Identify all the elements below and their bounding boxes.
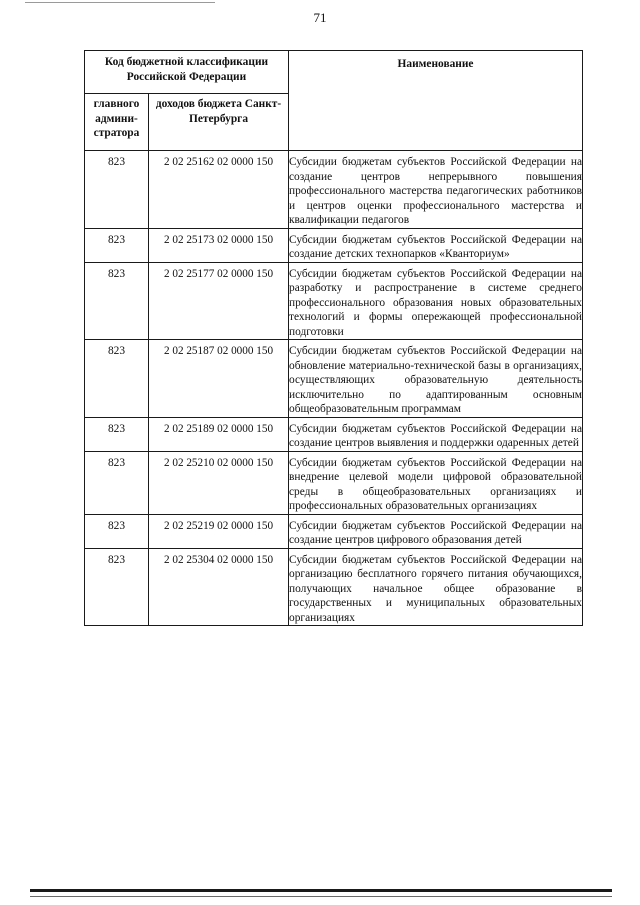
- header-row-top: [85, 51, 583, 94]
- admin-code-cell: 823: [85, 228, 149, 262]
- table-row: [85, 514, 583, 548]
- page-number: 71: [313, 10, 327, 25]
- table-body: [85, 151, 583, 626]
- table-row: [85, 262, 583, 340]
- header-budget-income: доходов бюджета Санкт-Петербурга: [149, 94, 289, 151]
- admin-code-cell: 823: [85, 340, 149, 418]
- table-row: [85, 451, 583, 514]
- table-row: [85, 340, 583, 418]
- income-code-cell: 2 02 25173 02 0000 150: [149, 228, 289, 262]
- income-code-cell: 2 02 25162 02 0000 150: [149, 151, 289, 229]
- income-code-cell: 2 02 25177 02 0000 150: [149, 262, 289, 340]
- header-chief-administrator: главного админи-стратора: [85, 94, 149, 151]
- income-name-cell: Субсидии бюджетам субъектов Российской Федерации на создание детских технопарков «Кванториум»: [289, 228, 583, 262]
- income-name-cell: Субсидии бюджетам субъектов Российской Федерации на обновление материально-технической базы в организациях, осуществляющих образовательную деятельность исключительно по адаптированным основным общеобразовательным программам: [289, 340, 583, 418]
- income-name-cell: Субсидии бюджетам субъектов Российской Федерации на организацию бесплатного горячего питания обучающихся, получающих начальное общее образование в государственных и муниципальных образовательных организациях: [289, 548, 583, 626]
- income-code-cell: 2 02 25187 02 0000 150: [149, 340, 289, 418]
- income-code-cell: 2 02 25189 02 0000 150: [149, 417, 289, 451]
- income-code-cell: 2 02 25304 02 0000 150: [149, 548, 289, 626]
- admin-code-cell: 823: [85, 262, 149, 340]
- admin-code-cell: 823: [85, 451, 149, 514]
- admin-code-cell: 823: [85, 548, 149, 626]
- admin-code-cell: 823: [85, 417, 149, 451]
- income-name-cell: Субсидии бюджетам субъектов Российской Федерации на создание центров выявления и поддержки одаренных детей: [289, 417, 583, 451]
- admin-code-cell: 823: [85, 151, 149, 229]
- header-name: Наименование: [289, 51, 583, 151]
- table-row: [85, 548, 583, 626]
- budget-classification-table: [84, 50, 583, 626]
- table-row: [85, 151, 583, 229]
- table-header: [85, 51, 583, 151]
- table-row: [85, 417, 583, 451]
- income-name-cell: Субсидии бюджетам субъектов Российской Федерации на разработку и распространение в системе среднего профессионального образования новых образовательных технологий и формы опережающей профессиональной подготовки: [289, 262, 583, 340]
- page-bottom-rule: [30, 889, 612, 892]
- header-classification-code: Код бюджетной классификации Российской Федерации: [85, 51, 289, 94]
- income-code-cell: 2 02 25210 02 0000 150: [149, 451, 289, 514]
- income-name-cell: Субсидии бюджетам субъектов Российской Федерации на создание центров цифрового образования детей: [289, 514, 583, 548]
- scan-edge-line: [25, 2, 215, 3]
- income-name-cell: Субсидии бюджетам субъектов Российской Федерации на создание центров непрерывного повышения профессионального мастерства педагогических работников и центров оценки профессионального мастерства и квалификации педагогов: [289, 151, 583, 229]
- page-bottom-rule-thin: [30, 896, 612, 897]
- income-name-cell: Субсидии бюджетам субъектов Российской Федерации на внедрение целевой модели цифровой образовательной среды в общеобразовательных организациях и профессиональных образовательных организациях: [289, 451, 583, 514]
- table-row: [85, 228, 583, 262]
- admin-code-cell: 823: [85, 514, 149, 548]
- income-code-cell: 2 02 25219 02 0000 150: [149, 514, 289, 548]
